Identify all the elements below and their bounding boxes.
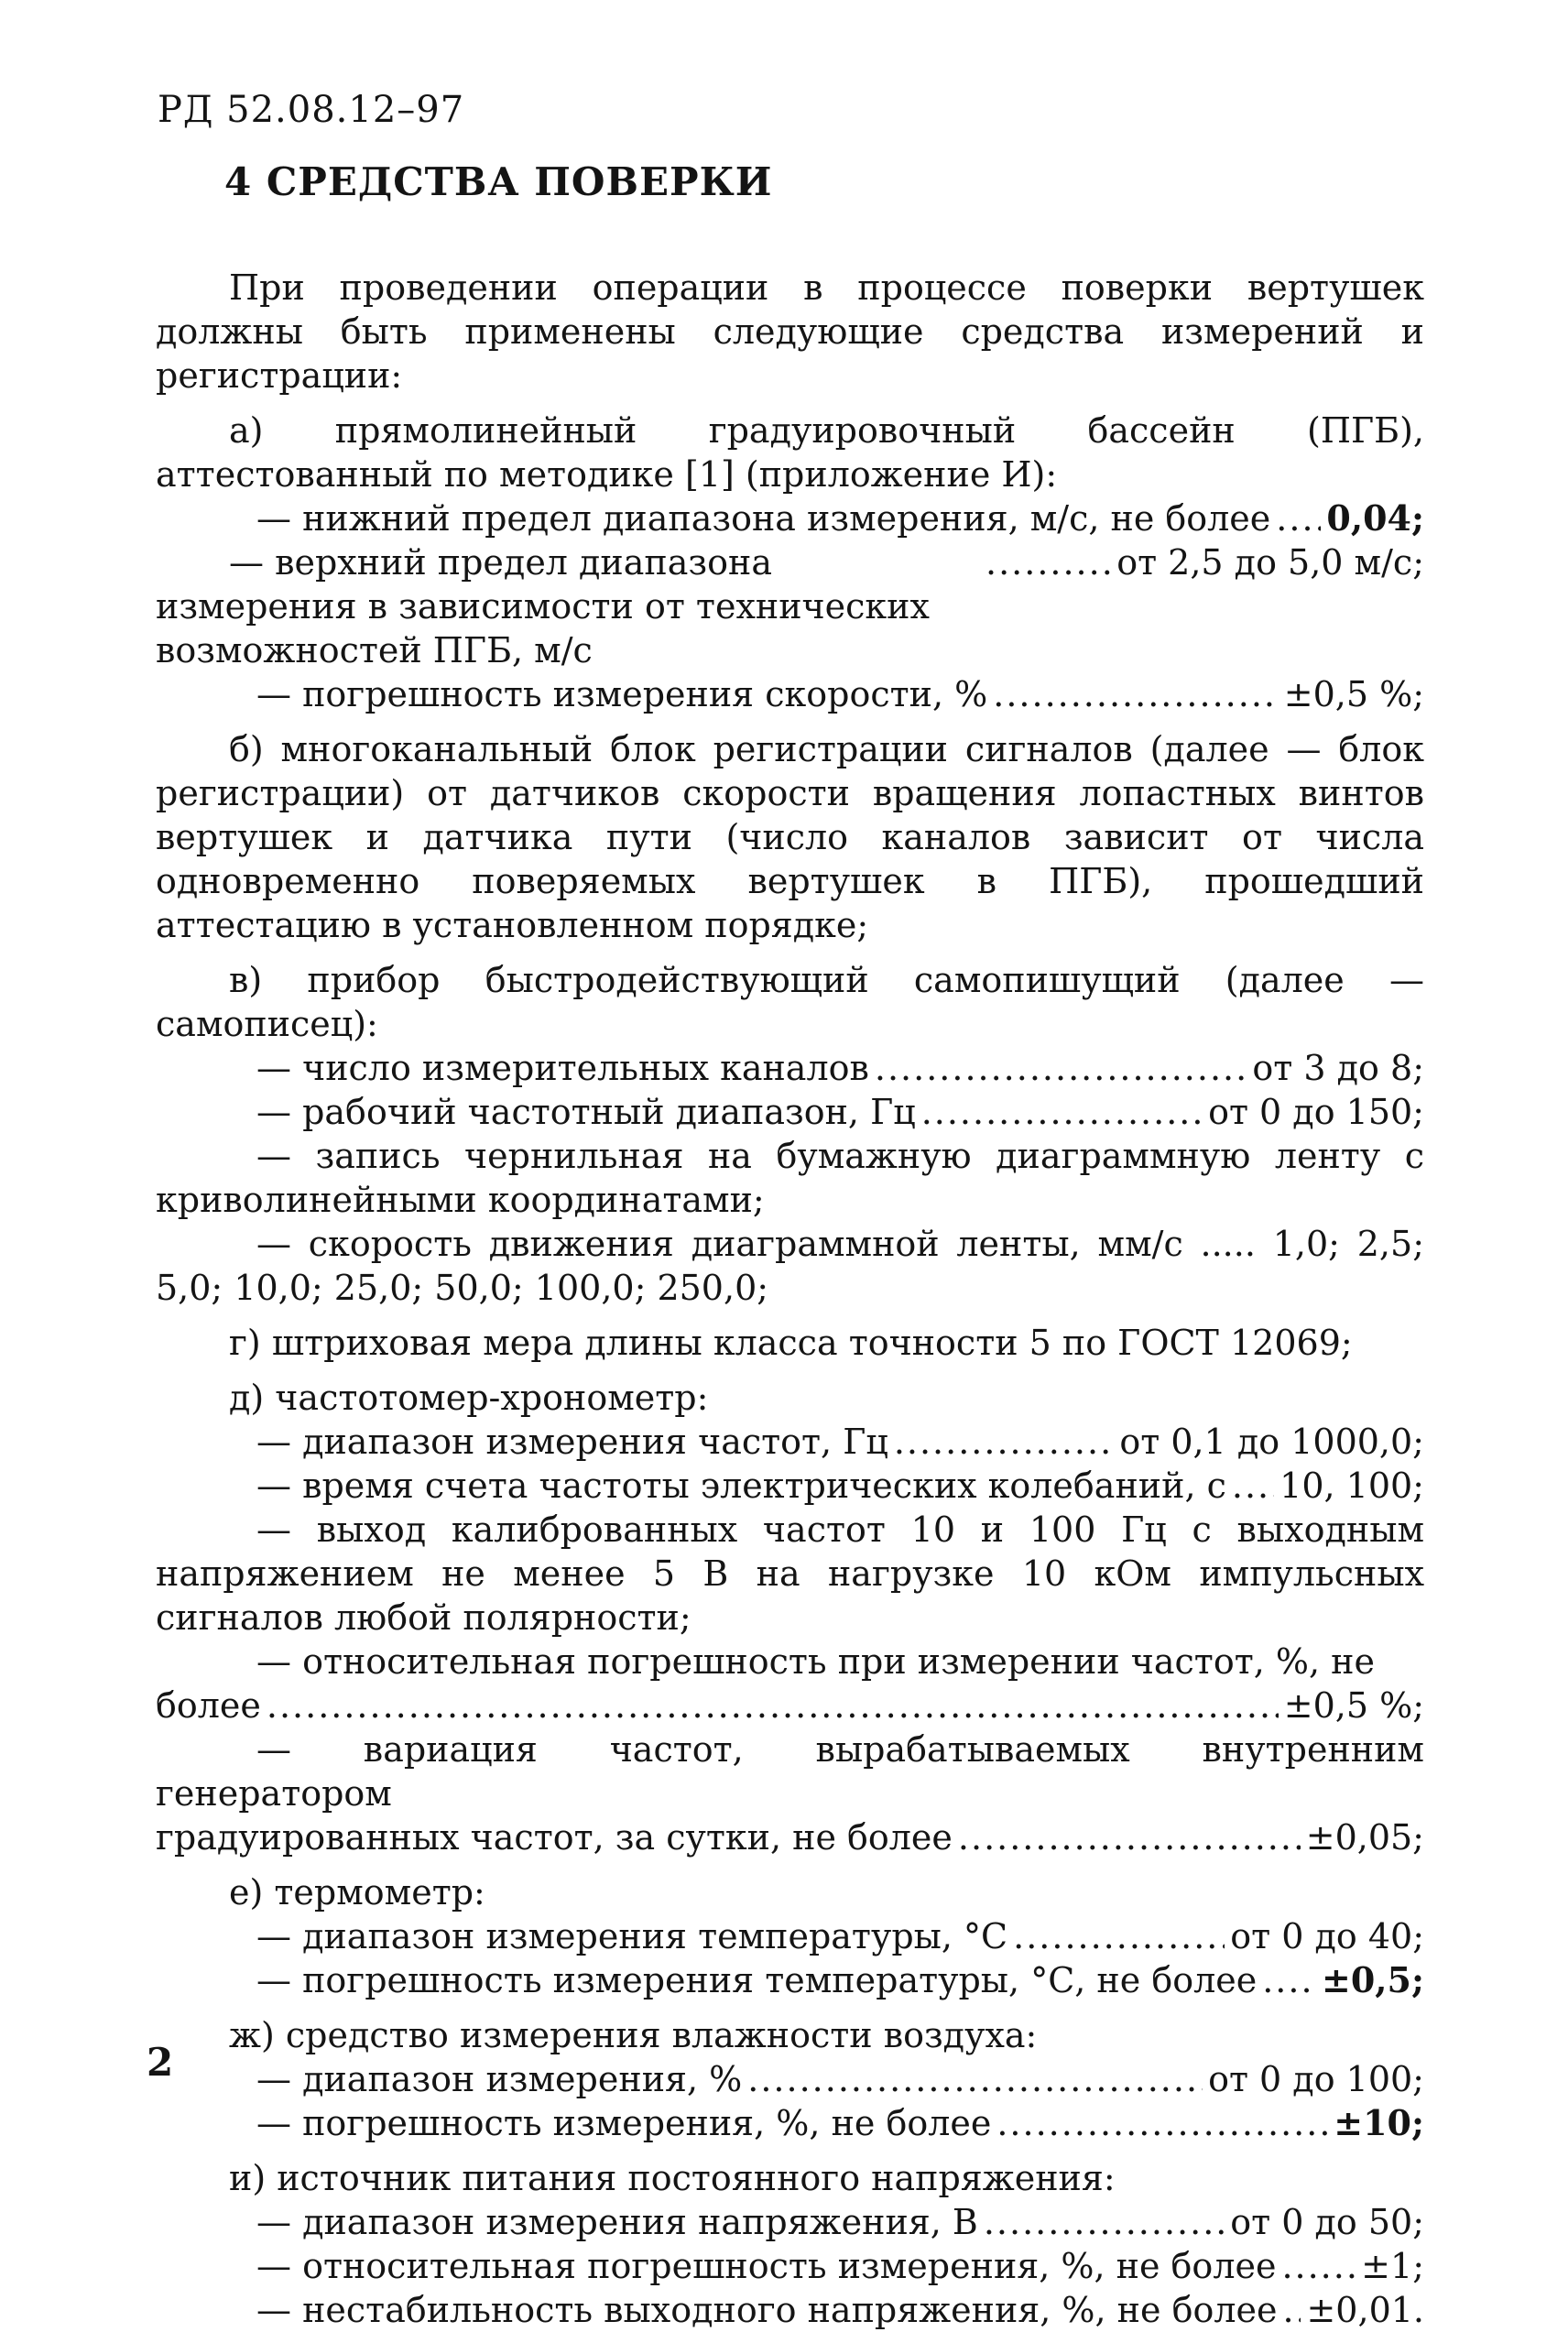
param-value: ±0,5 %; [1283, 1685, 1424, 1726]
leader-dots [958, 1815, 1301, 1859]
item-zh-text: ж) средство измерения влажности воздуха: [229, 2015, 1038, 2055]
item-e-text: е) термометр: [229, 1872, 485, 1912]
leader-dots [1262, 1958, 1316, 2002]
item-d-text: д) частотомер-хронометр: [229, 1378, 709, 1418]
leader-dots [996, 2101, 1328, 2145]
document-code: РД 52.08.12–97 [158, 89, 465, 131]
param-value: от 2,5 до 5,0 м/с; [1116, 542, 1424, 583]
leader-dots [894, 1420, 1115, 1464]
param-label: — диапазон измерения напряжения, В [256, 2202, 978, 2242]
leader-dots [1281, 2244, 1356, 2288]
param-value: ±10; [1334, 2102, 1424, 2143]
item-zh-param-1 [156, 2057, 1424, 2101]
leader-dots [1276, 496, 1321, 540]
section-title: 4 СРЕДСТВА ПОВЕРКИ [224, 159, 773, 204]
param-label: — диапазон измерения, % [256, 2059, 743, 2099]
item-d-variation-text: — вариация частот, вырабатываемых внутренним генератором [156, 1729, 1424, 1814]
param-value: ±0,5 %; [1283, 674, 1424, 714]
item-d-variation [156, 1815, 1424, 1859]
param-label: — рабочий частотный диапазон, Гц [256, 1092, 916, 1132]
item-v-param-2 [156, 1090, 1424, 1134]
item-d-calibrated-output: — выход калиброванных частот 10 и 100 Гц с выходным напряжением не менее 5 В на нагрузке 10 кОм импульсных сигналов любой полярности; [156, 1509, 1424, 1638]
param-value: ±0,05; [1305, 1817, 1424, 1858]
item-v-tape-speed: — скорость движения диаграммной ленты, мм/с ..... 1,0; 2,5; 5,0; 10,0; 25,0; 50,0; 100,0; 250,0; [156, 1224, 1424, 1308]
item-a-param-2 [156, 540, 1424, 672]
page-number: 2 [147, 2040, 174, 2085]
param-label: — верхний предел диапазона измерения в зависимости от технических возможностей ПГБ, м/с [156, 542, 930, 670]
leader-dots [921, 1090, 1203, 1134]
item-e-param-1 [156, 1914, 1424, 1958]
leader-dots [1013, 1914, 1225, 1958]
item-v-text: в) прибор быстродействующий самопишущий (далее — самописец): [156, 960, 1424, 1044]
intro-paragraph: При проведении операции в процессе поверки вертушек должны быть применены следующие средства измерений и регистрации: [156, 267, 1424, 396]
param-value: от 0 до 50; [1230, 2202, 1424, 2242]
param-label: — погрешность измерения, %, не более [256, 2103, 992, 2143]
item-zh-param-2 [156, 2101, 1424, 2145]
leader-dots [1282, 2288, 1301, 2332]
param-value: 0,04; [1326, 497, 1424, 539]
param-label: — погрешность измерения скорости, % [256, 674, 988, 714]
param-label: — нестабильность выходного напряжения, %, не более [256, 2290, 1278, 2330]
param-value: ±1; [1361, 2246, 1424, 2286]
item-i-param-1 [156, 2200, 1424, 2244]
item-e-param-2 [156, 1958, 1424, 2002]
param-value: от 3 до 8; [1252, 1048, 1424, 1088]
leader-dots [875, 1046, 1247, 1090]
param-value: от 0 до 100; [1208, 2059, 1424, 2099]
param-label: более [156, 1685, 261, 1726]
param-label: — диапазон измерения температуры, °С [256, 1916, 1008, 1956]
param-label: — погрешность измерения температуры, °С, не более [256, 1960, 1258, 2000]
item-v-param-1 [156, 1046, 1424, 1090]
leader-dots [993, 672, 1278, 716]
item-i-text: и) источник питания постоянного напряжения: [229, 2158, 1116, 2198]
param-label: — диапазон измерения частот, Гц [256, 1422, 888, 1462]
item-g-text: г) штриховая мера длины класса точности 5 по ГОСТ 12069; [229, 1323, 1353, 1363]
param-value: 10, 100; [1279, 1466, 1424, 1506]
leader-dots [1232, 1464, 1274, 1508]
param-value: ±0,5; [1322, 1959, 1424, 2000]
item-i-param-2 [156, 2244, 1424, 2288]
param-label: — относительная погрешность измерения, %, не более [256, 2246, 1277, 2286]
item-i-param-3 [156, 2288, 1424, 2332]
item-a-text: а) прямолинейный градуировочный бассейн (ПГБ), аттестованный по методике [1] (приложение И): [156, 410, 1424, 495]
item-a-param-1 [156, 496, 1424, 540]
param-value: от 0,1 до 1000,0; [1119, 1422, 1424, 1462]
item-v-ink-record: — запись чернильная на бумажную диаграммную ленту с криволинейными координатами; [156, 1136, 1424, 1220]
page-content [156, 266, 1424, 2332]
item-d-relative-error [156, 1684, 1424, 1727]
param-label: — время счета частоты электрических колебаний, с [256, 1466, 1226, 1506]
item-b-text: б) многоканальный блок регистрации сигналов (далее — блок регистрации) от датчиков скорости вращения лопастных винтов вертушек и датчика пути (число каналов зависит от числа одновременно поверяемых вертушек в ПГБ), прошедший аттестацию в установленном порядке; [156, 729, 1424, 945]
param-label: градуированных частот, за сутки, не более [156, 1817, 953, 1858]
item-d-param-2 [156, 1464, 1424, 1508]
param-value: от 0 до 150; [1208, 1092, 1424, 1132]
item-d-param-1 [156, 1420, 1424, 1464]
leader-dots [985, 540, 1111, 584]
param-label: — нижний предел диапазона измерения, м/с, не более [256, 498, 1271, 539]
item-d-relative-error-text: — относительная погрешность при измерении частот, %, не [256, 1641, 1375, 1682]
leader-dots [984, 2200, 1225, 2244]
param-label: — число измерительных каналов [256, 1048, 869, 1088]
param-value: ±0,01. [1306, 2290, 1424, 2330]
leader-dots [747, 2057, 1203, 2101]
param-value: от 0 до 40; [1230, 1916, 1424, 1956]
item-a-param-3 [156, 672, 1424, 716]
leader-dots [267, 1684, 1279, 1727]
